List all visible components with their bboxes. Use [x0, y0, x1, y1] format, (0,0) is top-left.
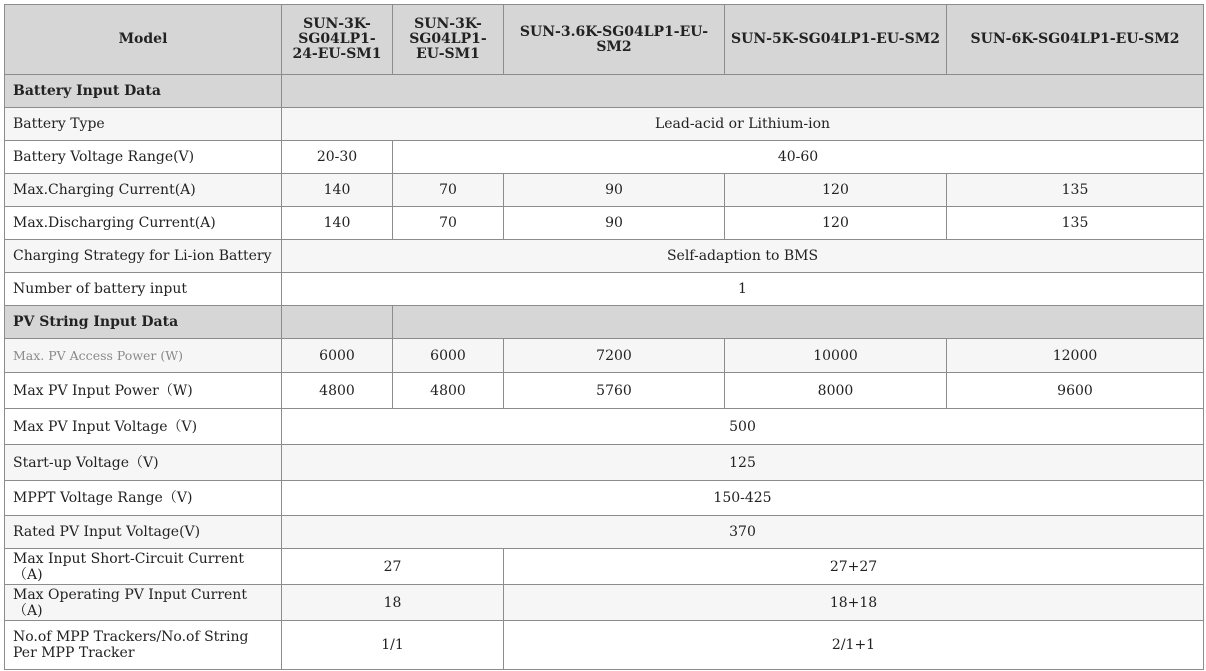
header-col1: SUN-3K-SG04LP1-24-EU-SM1 — [282, 5, 393, 75]
row-value: 6000 — [282, 339, 393, 373]
table-row — [5, 174, 1204, 207]
row-label: Max.Discharging Current(A) — [5, 207, 282, 240]
row-value: 370 — [282, 516, 1204, 549]
section-title-pv: PV String Input Data — [5, 306, 282, 339]
section-row-battery — [5, 75, 1204, 108]
section-row-pv — [5, 306, 1204, 339]
row-value: 18 — [282, 585, 504, 621]
section-title-battery: Battery Input Data — [5, 75, 282, 108]
section-filler — [282, 75, 1204, 108]
row-value: 18+18 — [504, 585, 1204, 621]
row-label: Charging Strategy for Li-ion Battery — [5, 240, 282, 273]
row-value: 140 — [282, 207, 393, 240]
row-value: 150-425 — [282, 481, 1204, 516]
row-value: 9600 — [947, 373, 1204, 409]
row-value: 140 — [282, 174, 393, 207]
table-row — [5, 409, 1204, 445]
row-value: 8000 — [725, 373, 947, 409]
row-value: 1 — [282, 273, 1204, 306]
row-value: 20-30 — [282, 141, 393, 174]
row-label: Max Operating PV Input Current（A) — [5, 585, 282, 621]
table-row — [5, 549, 1204, 585]
row-value: 135 — [947, 174, 1204, 207]
row-label: Start-up Voltage（V) — [5, 445, 282, 481]
table-row — [5, 516, 1204, 549]
header-model: Model — [5, 5, 282, 75]
header-col4: SUN-5K-SG04LP1-EU-SM2 — [725, 5, 947, 75]
row-value: 120 — [725, 174, 947, 207]
table-row — [5, 481, 1204, 516]
row-value: 125 — [282, 445, 1204, 481]
row-value: 12000 — [947, 339, 1204, 373]
row-label: Max Input Short-Circuit Current（A) — [5, 549, 282, 585]
header-col2: SUN-3K-SG04LP1-EU-SM1 — [393, 5, 504, 75]
row-value: 70 — [393, 174, 504, 207]
row-label: Max PV Input Voltage（V) — [5, 409, 282, 445]
row-value: 90 — [504, 174, 725, 207]
section-filler — [393, 306, 1204, 339]
table-row — [5, 273, 1204, 306]
spec-table — [4, 4, 1204, 670]
section-filler — [282, 306, 393, 339]
row-value: 40-60 — [393, 141, 1204, 174]
row-label: Rated PV Input Voltage(V) — [5, 516, 282, 549]
row-value: 4800 — [282, 373, 393, 409]
row-value: 70 — [393, 207, 504, 240]
row-value: 135 — [947, 207, 1204, 240]
row-value: 5760 — [504, 373, 725, 409]
row-label: Battery Voltage Range(V) — [5, 141, 282, 174]
table-row — [5, 373, 1204, 409]
row-value: 90 — [504, 207, 725, 240]
table-row — [5, 585, 1204, 621]
row-value: 2/1+1 — [504, 621, 1204, 670]
table-row — [5, 445, 1204, 481]
row-value: 7200 — [504, 339, 725, 373]
row-value: 27 — [282, 549, 504, 585]
row-value: 500 — [282, 409, 1204, 445]
header-row — [5, 5, 1204, 75]
row-value: Self-adaption to BMS — [282, 240, 1204, 273]
row-value: 1/1 — [282, 621, 504, 670]
table-row — [5, 207, 1204, 240]
header-col3: SUN-3.6K-SG04LP1-EU-SM2 — [504, 5, 725, 75]
table-row — [5, 621, 1204, 670]
row-label: MPPT Voltage Range（V) — [5, 481, 282, 516]
table-row — [5, 141, 1204, 174]
row-label: Number of battery input — [5, 273, 282, 306]
row-value: 27+27 — [504, 549, 1204, 585]
row-label: No.of MPP Trackers/No.of String Per MPP Tracker — [5, 621, 282, 670]
row-value: Lead-acid or Lithium-ion — [282, 108, 1204, 141]
row-label: Battery Type — [5, 108, 282, 141]
header-col5: SUN-6K-SG04LP1-EU-SM2 — [947, 5, 1204, 75]
row-value: 10000 — [725, 339, 947, 373]
row-value: 120 — [725, 207, 947, 240]
row-label: Max PV Input Power（W) — [5, 373, 282, 409]
row-label: Max.Charging Current(A) — [5, 174, 282, 207]
row-label: Max. PV Access Power (W) — [5, 339, 282, 373]
table-row — [5, 339, 1204, 373]
row-value: 4800 — [393, 373, 504, 409]
table-row — [5, 108, 1204, 141]
row-value: 6000 — [393, 339, 504, 373]
table-row — [5, 240, 1204, 273]
